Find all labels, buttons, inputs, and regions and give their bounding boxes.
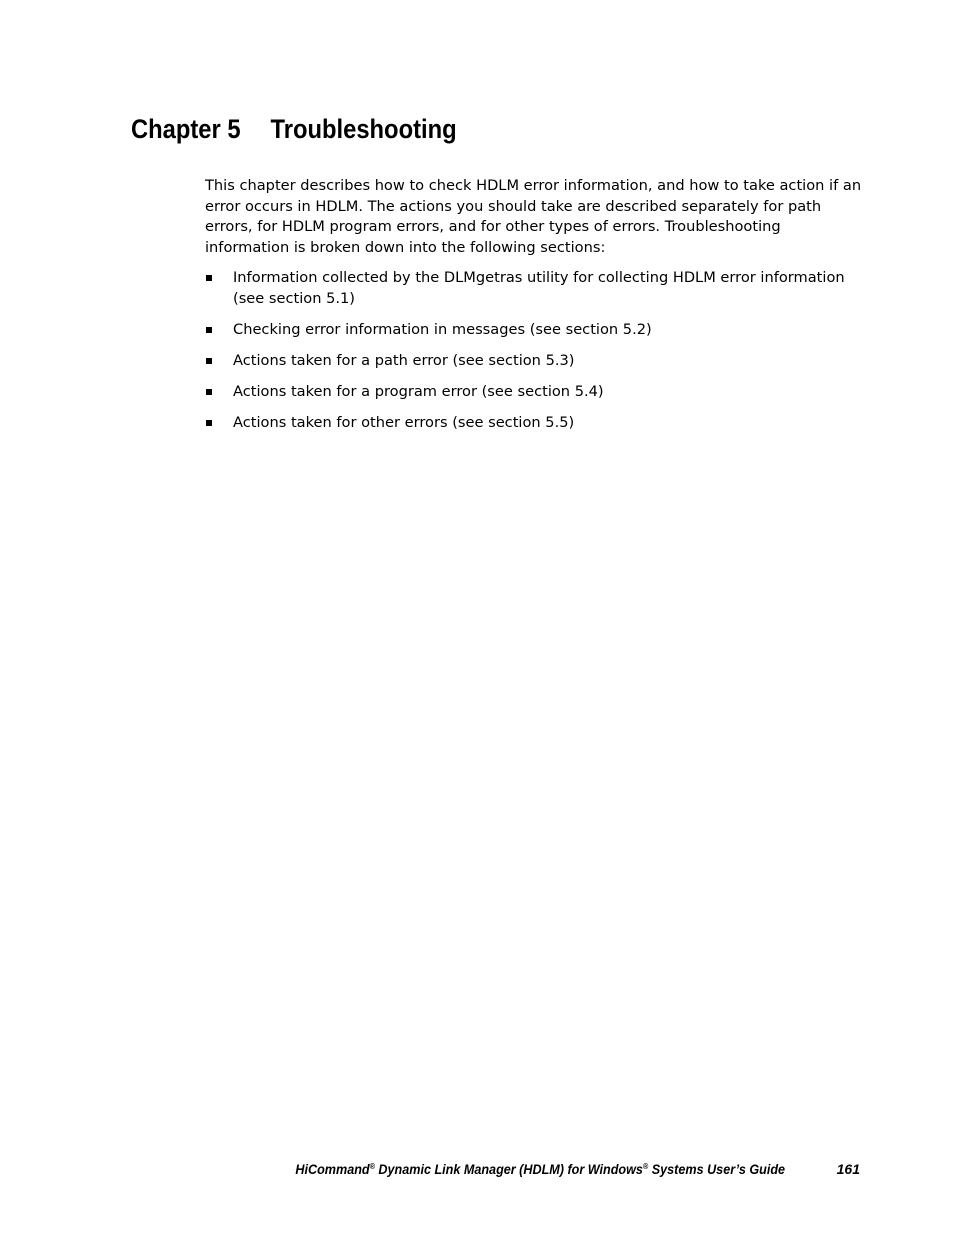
chapter-heading [131, 112, 457, 146]
registered-mark: ® [369, 1162, 375, 1171]
square-bullet-icon [206, 358, 212, 364]
list-item-text: Information collected by the DLMgetras utility for collecting HDLM error information (see section 5.1) [233, 269, 845, 307]
section-list [205, 268, 865, 433]
square-bullet-icon [206, 275, 212, 281]
list-item [205, 382, 865, 403]
square-bullet-icon [206, 389, 212, 395]
chapter-body [205, 176, 865, 444]
footer-title-part2: Dynamic Link Manager (HDLM) for Windows [374, 1161, 643, 1177]
footer-title-part1: HiCommand [295, 1161, 370, 1177]
intro-paragraph: This chapter describes how to check HDLM error information, and how to take action if an error occurs in HDLM. The actions you should take are described separately for path errors, for HDLM program errors, and for other types of errors. Troubleshooting information is broken down into the following sections: [205, 177, 862, 256]
square-bullet-icon [206, 420, 212, 426]
list-item [205, 413, 865, 434]
square-bullet-icon [206, 327, 212, 333]
footer-title [295, 1159, 785, 1179]
page-footer [220, 1159, 860, 1179]
chapter-number: Chapter 5 [131, 114, 241, 144]
page-number: 161 [836, 1161, 860, 1177]
chapter-title: Troubleshooting [270, 114, 457, 144]
list-item-text: Actions taken for a program error (see section 5.4) [233, 382, 604, 400]
list-item-text: Checking error information in messages (see section 5.2) [233, 320, 652, 338]
list-item-text: Actions taken for other errors (see section 5.5) [233, 413, 575, 431]
list-item-text: Actions taken for a path error (see section 5.3) [233, 351, 575, 369]
registered-mark: ® [642, 1162, 649, 1171]
list-item [205, 320, 865, 341]
list-item [205, 351, 865, 372]
footer-title-part3: Systems User’s Guide [648, 1161, 785, 1177]
list-item [205, 268, 865, 309]
